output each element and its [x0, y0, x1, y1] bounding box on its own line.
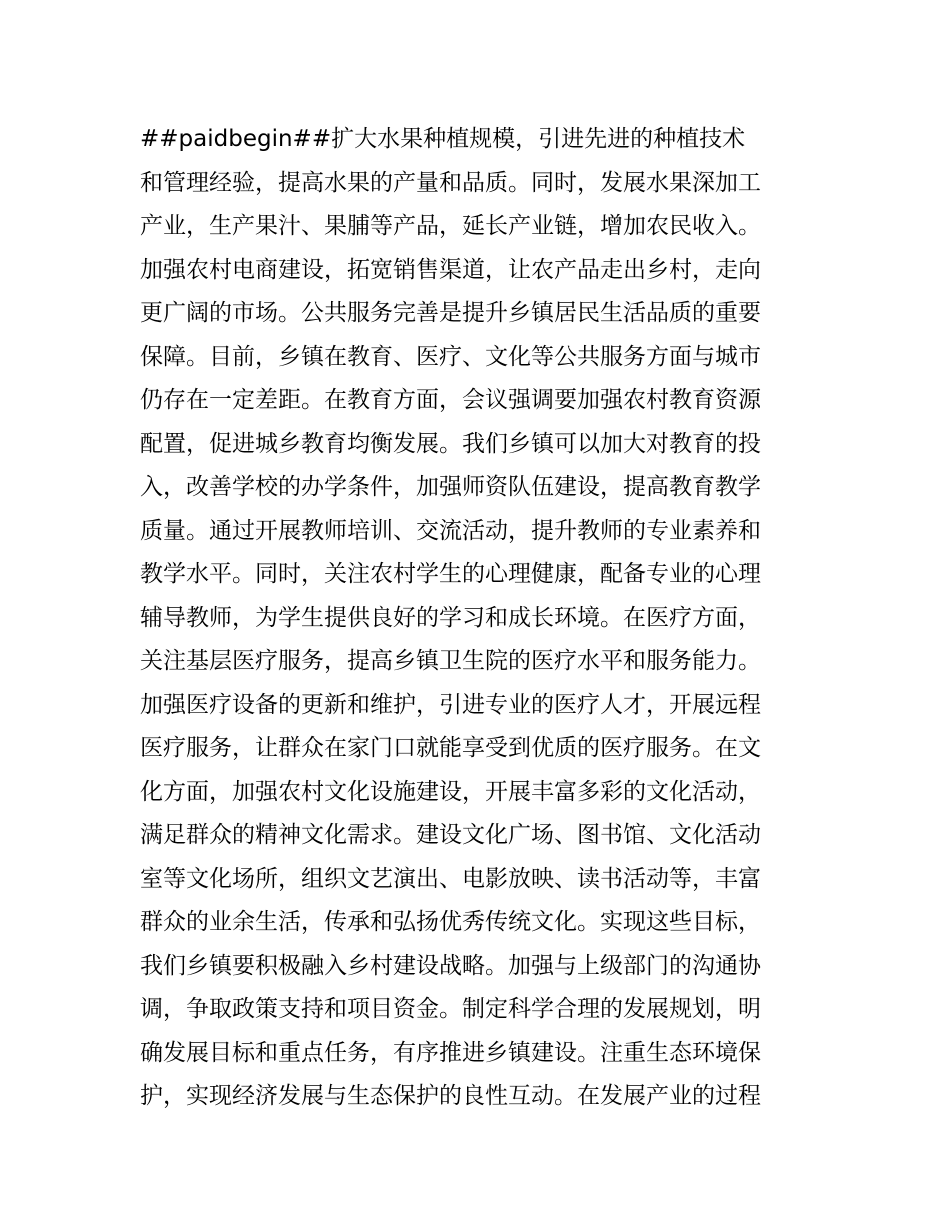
text-line: 确发展目标和重点任务，有序推进乡镇建设。注重生态环境保 — [140, 1039, 761, 1066]
text-line: 我们乡镇要积极融入乡村建设战略。加强与上级部门的沟通协 — [140, 952, 761, 979]
text-line: 和管理经验，提高水果的产量和品质。同时，发展水果深加工 — [140, 169, 761, 196]
text-line: 群众的业余生活，传承和弘扬优秀传统文化。实现这些目标， — [140, 909, 761, 935]
text-line: 教学水平。同时，关注农村学生的心理健康，配备专业的心理 — [140, 561, 761, 587]
text-line: 入，改善学校的办学条件，加强师资队伍建设，提高教育教学 — [140, 474, 761, 500]
text-line: 配置，促进城乡教育均衡发展。我们乡镇可以加大对教育的投 — [140, 430, 761, 457]
text-line: 医疗服务，让群众在家门口就能享受到优质的医疗服务。在文 — [140, 735, 761, 761]
text-line: 化方面，加强农村文化设施建设，开展丰富多彩的文化活动， — [140, 778, 761, 805]
text-line: 质量。通过开展教师培训、交流活动，提升教师的专业素养和 — [140, 517, 761, 544]
text-line: 更广阔的市场。公共服务完善是提升乡镇居民生活品质的重要 — [140, 300, 761, 326]
text-line: 护，实现经济发展与生态保护的良性互动。在发展产业的过程 — [140, 1083, 761, 1109]
body-paragraph — [140, 118, 820, 1119]
text-line: 调，争取政策支持和项目资金。制定科学合理的发展规划，明 — [140, 996, 761, 1022]
text-line: 辅导教师，为学生提供良好的学习和成长环境。在医疗方面， — [140, 604, 761, 631]
text-line: 室等文化场所，组织文艺演出、电影放映、读书活动等，丰富 — [140, 865, 761, 892]
text-line: 满足群众的精神文化需求。建设文化广场、图书馆、文化活动 — [140, 822, 761, 848]
text-line: 产业，生产果汁、果脯等产品，延长产业链，增加农民收入。 — [140, 213, 761, 239]
text-line: 关注基层医疗服务，提高乡镇卫生院的医疗水平和服务能力。 — [140, 648, 761, 674]
text-line: 仍存在一定差距。在教育方面，会议强调要加强农村教育资源 — [140, 387, 761, 413]
text-line: 加强医疗设备的更新和维护，引进专业的医疗人才，开展远程 — [140, 691, 761, 718]
text-line: 加强农村电商建设，拓宽销售渠道，让农产品走出乡村，走向 — [140, 256, 761, 283]
text-line: ##paidbegin##扩大水果种植规模，引进先进的种植技术 — [140, 126, 746, 152]
text-line: 保障。目前，乡镇在教育、医疗、文化等公共服务方面与城市 — [140, 343, 761, 370]
